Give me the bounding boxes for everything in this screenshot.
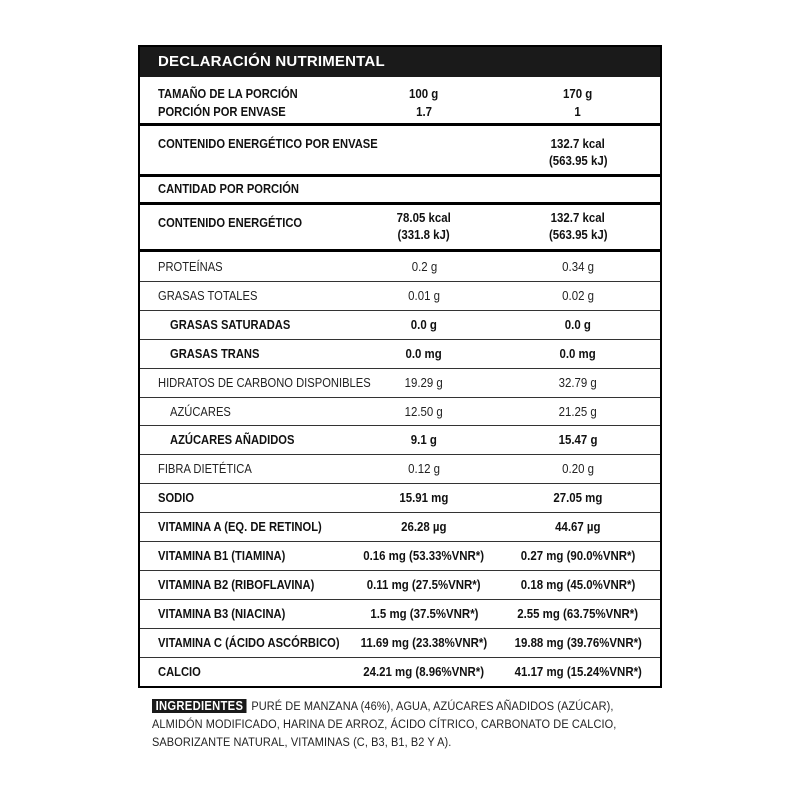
nutrient-value-col1: 26.28 µg — [401, 519, 447, 535]
nutrient-label: VITAMINA B3 (NIACINA) — [158, 605, 286, 621]
nutrient-label: FIBRA DIETÉTICA — [158, 461, 252, 477]
nutrient-row — [140, 629, 660, 658]
ingredients-label: INGREDIENTES — [152, 699, 247, 713]
nutrient-label: GRASAS TRANS — [170, 345, 260, 361]
nutrient-row — [140, 282, 660, 311]
nutrient-value-col1: 9.1 g — [410, 432, 438, 448]
serving-size-label: TAMAÑO DE LA PORCIÓN — [158, 86, 298, 101]
nutrient-row — [140, 311, 660, 340]
nutrient-label: SODIO — [158, 490, 195, 506]
energy-label: CONTENIDO ENERGÉTICO — [158, 215, 303, 230]
nutrient-row — [140, 571, 660, 600]
nutrient-value-col1: 0.0 g — [410, 316, 438, 332]
per-portion-row — [140, 177, 660, 205]
nutrient-value-col2: 15.47 g — [558, 432, 598, 448]
nutrient-value-col2: 0.18 mg (45.0%VNR*) — [520, 576, 636, 592]
nutrient-row — [140, 426, 660, 455]
divider — [140, 123, 660, 126]
nutrient-value-col2: 0.02 g — [562, 287, 594, 303]
energy-container-kj: (563.95 kJ) — [548, 153, 608, 168]
energy-col1-kj: (331.8 kJ) — [397, 227, 451, 242]
nutrient-value-col1: 0.2 g — [411, 259, 437, 274]
nutrient-label: CALCIO — [158, 663, 201, 679]
nutrient-row — [140, 340, 660, 369]
nutrient-value-col2: 2.55 mg (63.75%VNR*) — [517, 605, 639, 621]
nutrient-value-col2: 21.25 g — [558, 403, 598, 419]
nutrient-label: AZÚCARES — [170, 403, 231, 419]
energy-row — [140, 205, 660, 251]
divider — [140, 249, 660, 252]
energy-container-row — [140, 127, 660, 171]
serving-row — [140, 83, 660, 127]
nutrient-value-col1: 0.12 g — [408, 461, 440, 477]
servings-per-container-label: PORCIÓN POR ENVASE — [158, 104, 286, 119]
nutrient-value-col1: 19.29 g — [404, 374, 444, 390]
nutrient-value-col2: 27.05 mg — [553, 490, 603, 506]
nutrient-value-col2: 0.34 g — [562, 259, 594, 274]
servings-per-col2: 1 — [574, 104, 582, 119]
nutrient-value-col2: 44.67 µg — [555, 519, 601, 535]
nutrient-label: HIDRATOS DE CARBONO DISPONIBLES — [158, 374, 371, 390]
ingredients-block — [152, 697, 662, 751]
nutrient-label: VITAMINA C (ÁCIDO ASCÓRBICO) — [158, 634, 340, 650]
nutrient-value-col1: 11.69 mg (23.38%VNR*) — [360, 634, 488, 650]
nutrition-facts-panel — [138, 45, 662, 688]
energy-col1-kcal: 78.05 kcal — [396, 210, 452, 225]
nutrient-value-col1: 12.50 g — [404, 403, 444, 419]
nutrient-value-col1: 0.01 g — [408, 287, 440, 303]
nutrient-value-col2: 32.79 g — [558, 374, 598, 390]
energy-container-kcal: 132.7 kcal — [550, 136, 606, 151]
nutrient-value-col1: 0.11 mg (27.5%VNR*) — [367, 576, 481, 592]
nutrient-row — [140, 658, 660, 687]
nutrient-label: PROTEÍNAS — [158, 259, 223, 274]
energy-col2-kj: (563.95 kJ) — [548, 227, 608, 242]
nutrient-row — [140, 484, 660, 513]
nutrient-value-col2: 0.0 g — [564, 316, 592, 332]
ingredients-text: PURÉ DE MANZANA (46%), AGUA, AZÚCARES AÑADIDOS (AZÚCAR), ALMIDÓN MODIFICADO, HARINA DE ARROZ, ÁCIDO CÍTRICO, CARBONATO DE CALCIO, SABORIZANTE NATURAL, VITAMINAS (C, B3, B1, B2 Y A). — [152, 699, 617, 749]
nutrient-value-col1: 0.16 mg (53.33%VNR*) — [363, 548, 485, 563]
nutrient-label: AZÚCARES AÑADIDOS — [170, 432, 295, 448]
nutrient-row — [140, 513, 660, 542]
per-portion-label: CANTIDAD POR PORCIÓN — [158, 181, 299, 196]
energy-col2-kcal: 132.7 kcal — [550, 210, 606, 225]
nutrient-value-col2: 19.88 mg (39.76%VNR*) — [514, 634, 642, 650]
nutrient-label: VITAMINA A (EQ. DE RETINOL) — [158, 519, 322, 535]
nutrient-label: VITAMINA B1 (TIAMINA) — [158, 548, 286, 563]
nutrient-value-col2: 41.17 mg (15.24%VNR*) — [514, 663, 642, 679]
nutrient-label: GRASAS TOTALES — [158, 287, 258, 303]
nutrition-title: DECLARACIÓN NUTRIMENTAL — [140, 47, 660, 77]
servings-per-col1: 1.7 — [416, 104, 432, 119]
nutrient-value-col1: 15.91 mg — [399, 490, 449, 506]
nutrient-label: GRASAS SATURADAS — [170, 316, 291, 332]
nutrient-row — [140, 542, 660, 571]
nutrient-row — [140, 253, 660, 282]
nutrient-value-col1: 1.5 mg (37.5%VNR*) — [369, 605, 479, 621]
nutrient-value-col1: 24.21 mg (8.96%VNR*) — [363, 663, 485, 679]
nutrient-value-col2: 0.20 g — [562, 461, 594, 477]
nutrient-value-col2: 0.0 mg — [559, 345, 597, 361]
nutrient-row — [140, 455, 660, 484]
nutrient-label: VITAMINA B2 (RIBOFLAVINA) — [158, 576, 315, 592]
nutrient-row — [140, 369, 660, 398]
serving-size-col2: 170 g — [563, 86, 593, 101]
nutrient-value-col1: 0.0 mg — [405, 345, 443, 361]
energy-container-label: CONTENIDO ENERGÉTICO POR ENVASE — [158, 136, 378, 151]
serving-size-col1: 100 g — [409, 86, 439, 101]
nutrient-row — [140, 398, 660, 427]
nutrient-row — [140, 600, 660, 629]
nutrient-value-col2: 0.27 mg (90.0%VNR*) — [520, 548, 636, 563]
